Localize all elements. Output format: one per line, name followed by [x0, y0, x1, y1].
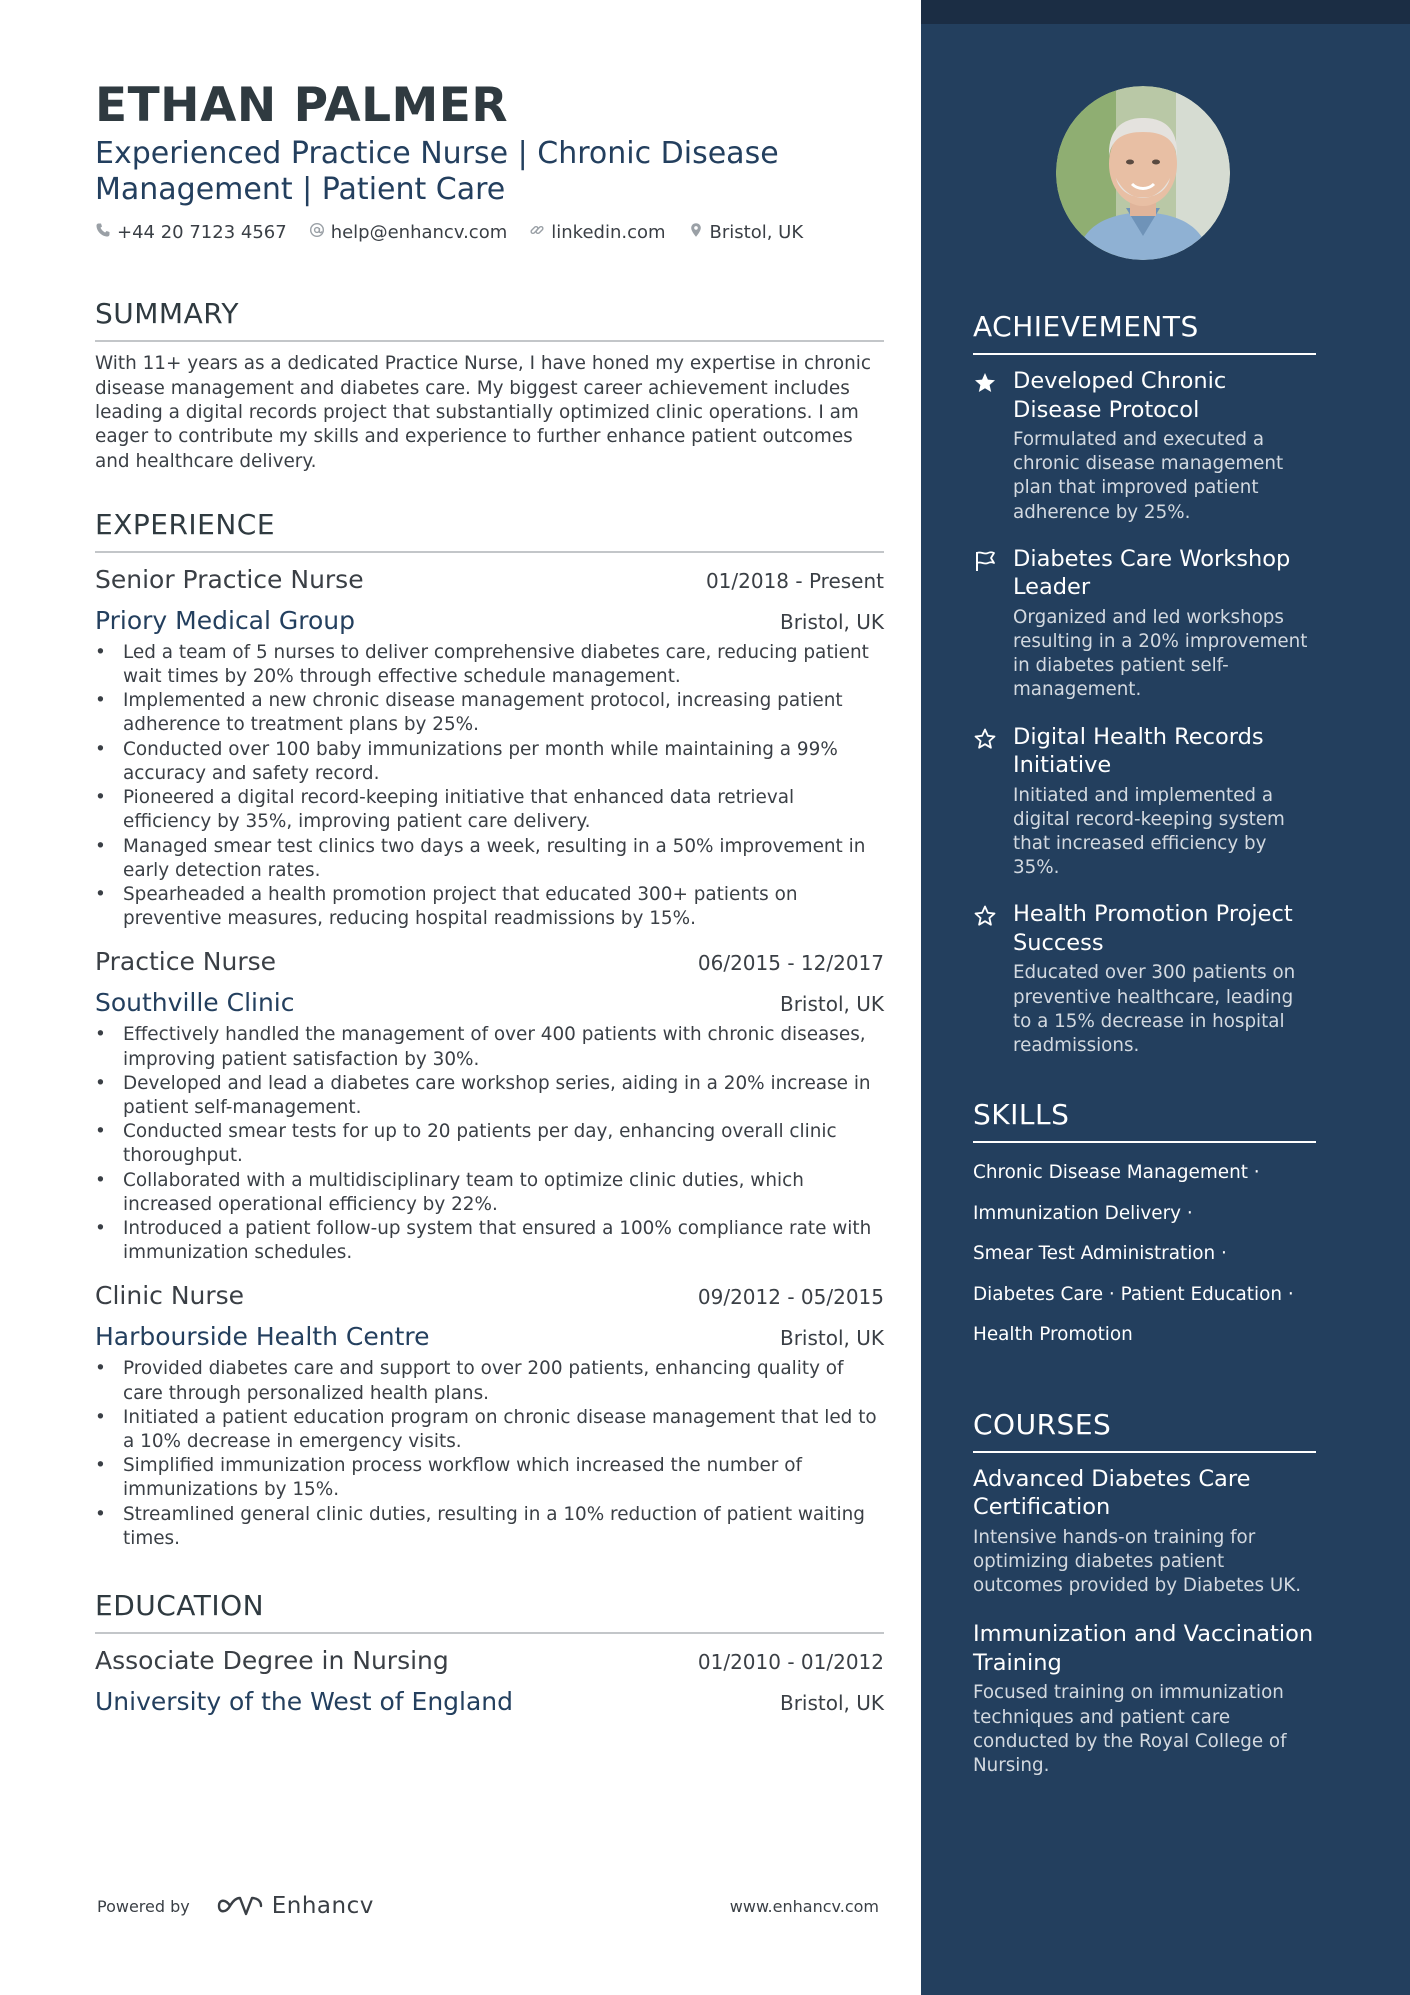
enhancv-logo-icon [216, 1893, 264, 1919]
powered-by-label: Powered by [97, 1896, 190, 1916]
email-text: help@enhancv.com [330, 222, 508, 244]
contact-linkedin[interactable] [529, 222, 665, 243]
achievements-heading: ACHIEVEMENTS [973, 310, 1316, 355]
summary-line: leading a digital records project that substantially optimized clinic operations. I am [95, 401, 859, 423]
course-item [973, 1620, 1316, 1778]
skills-list [973, 1153, 1316, 1356]
job-bullets [95, 1023, 884, 1265]
powered-by [97, 1893, 374, 1919]
summary-line: eager to contribute my skills and experience to further enhance patient outcomes [95, 426, 853, 448]
course-description: Intensive hands-on training for optimizing diabetes patient outcomes provided by Diabetes UK. [973, 1526, 1302, 1597]
education-dates: 01/2010 - 01/2012 [697, 1649, 884, 1674]
experience-entry [95, 1281, 884, 1551]
education-entry [95, 1646, 884, 1716]
summary-line: With 11+ years as a dedicated Practice Nurse, I have honed my expertise in chronic [95, 353, 872, 375]
footer-website[interactable]: www.enhancv.com [729, 1896, 879, 1916]
achievement-title: Digital Health Records Initiative [1013, 723, 1264, 779]
achievement-item [973, 367, 1316, 525]
education-location: Bristol, UK [779, 1690, 884, 1715]
degree-name: Associate Degree in Nursing [95, 1645, 449, 1675]
job-location: Bristol, UK [779, 992, 884, 1017]
bullet-item: • Initiated a patient education program on chronic disease management that led to a 10% decrease in emergency visits. [123, 1406, 884, 1454]
bullet-item: • Developed and lead a diabetes care workshop series, aiding in a 20% increase in patient self-management. [123, 1072, 884, 1120]
phone-text: +44 20 7123 4567 [117, 222, 287, 244]
bullet-item: • Managed smear test clinics two days a week, resulting in a 50% improvement in early detection rates. [123, 835, 884, 883]
skill-line: Immunization Delivery · [973, 1202, 1193, 1224]
school-name: University of the West of England [95, 1686, 514, 1716]
job-dates: 06/2015 - 12/2017 [697, 951, 884, 976]
company-name: Southville Clinic [95, 988, 295, 1018]
bullet-item: • Implemented a new chronic disease management protocol, increasing patient adherence to treatment plans by 25%. [123, 689, 884, 737]
job-dates: 09/2012 - 05/2015 [697, 1285, 884, 1310]
bullet-item: • Conducted over 100 baby immunizations per month while maintaining a 99% accuracy and safety record. [123, 738, 884, 786]
job-title: Senior Practice Nurse [95, 564, 364, 594]
contact-email[interactable] [309, 222, 508, 243]
headline-line: Management | Patient Care [95, 172, 506, 208]
phone-icon [95, 222, 111, 243]
skill-line: Diabetes Care · Patient Education · [973, 1283, 1294, 1305]
link-icon [529, 222, 545, 243]
enhancv-logo[interactable] [216, 1893, 374, 1919]
footer [97, 1893, 879, 1919]
education-heading: EDUCATION [95, 1589, 884, 1634]
experience-entry [95, 947, 884, 1265]
linkedin-text: linkedin.com [551, 222, 666, 244]
achievement-description: Formulated and executed a chronic disease management plan that improved patient adherence by 25%. [1013, 429, 1284, 523]
education-section [95, 1589, 884, 1716]
achievement-title: Health Promotion Project Success [1013, 901, 1293, 956]
star-outline-icon [973, 900, 1013, 1058]
summary-line: disease management and diabetes care. My biggest career achievement includes [95, 377, 850, 399]
sidebar [921, 0, 1410, 1995]
contact-bar [95, 222, 884, 243]
achievement-item [973, 723, 1316, 881]
course-item [973, 1465, 1316, 1599]
company-name: Harbourside Health Centre [95, 1322, 430, 1352]
headline-line: Experienced Practice Nurse | Chronic Disease [95, 136, 779, 172]
skills-heading: SKILLS [973, 1098, 1316, 1143]
bullet-item: • Spearheaded a health promotion project that educated 300+ patients on preventive measures, reducing hospital readmissions by 15%. [123, 883, 884, 931]
job-title: Clinic Nurse [95, 1281, 245, 1311]
enhancv-logo-text: Enhancv [271, 1893, 374, 1919]
bullet-item: • Streamlined general clinic duties, resulting in a 10% reduction of patient waiting times. [123, 1503, 884, 1551]
at-icon [309, 222, 325, 243]
achievement-item [973, 545, 1316, 703]
achievement-title: Developed Chronic Disease Protocol [1013, 368, 1227, 423]
bullet-item: • Collaborated with a multidisciplinary team to optimize clinic duties, which increased operational efficiency by 22%. [123, 1169, 884, 1217]
company-name: Priory Medical Group [95, 605, 356, 635]
summary-heading: SUMMARY [95, 297, 884, 342]
star-outline-icon [973, 723, 1013, 881]
course-title: Advanced Diabetes Care Certification [973, 1465, 1251, 1521]
experience-entry [95, 565, 884, 931]
sidebar-content [973, 310, 1316, 1778]
achievement-description: Organized and led workshops resulting in a 20% improvement in diabetes patient self- management. [1013, 606, 1308, 701]
bullet-item: • Conducted smear tests for up to 20 patients per day, enhancing overall clinic thoroughput. [123, 1120, 884, 1168]
bullet-item: • Led a team of 5 nurses to deliver comprehensive diabetes care, reducing patient wait times by 20% through effective schedule management. [123, 641, 884, 689]
headline [95, 136, 884, 208]
candidate-name: ETHAN PALMER [95, 78, 509, 133]
job-location: Bristol, UK [779, 1326, 884, 1351]
achievement-title: Diabetes Care Workshop Leader [1013, 545, 1291, 601]
summary-line: and healthcare delivery. [95, 450, 317, 472]
skill-line: Chronic Disease Management · [973, 1162, 1260, 1184]
skill-line: Health Promotion [973, 1324, 1133, 1346]
job-bullets [95, 641, 884, 931]
bullet-item: • Effectively handled the management of over 400 patients with chronic diseases, improving patient satisfaction by 30%. [123, 1023, 884, 1071]
courses-heading: COURSES [973, 1408, 1316, 1453]
location-text: Bristol, UK [709, 222, 804, 244]
summary-text [95, 352, 884, 473]
bullet-item: • Introduced a patient follow-up system that ensured a 100% compliance rate with immunization schedules. [123, 1217, 884, 1265]
course-title: Immunization and Vaccination Training [973, 1621, 1314, 1676]
summary-section [95, 297, 884, 473]
main-column [95, 78, 884, 1716]
achievement-description: Initiated and implemented a digital record-keeping system that increased efficiency by 35%. [1013, 784, 1285, 879]
job-bullets [95, 1357, 884, 1551]
flag-icon [973, 545, 1013, 703]
contact-phone[interactable] [95, 222, 287, 243]
achievement-description: Educated over 300 patients on preventive healthcare, leading to a 15% decrease in hospital readmissions. [1013, 962, 1296, 1057]
job-title: Practice Nurse [95, 947, 277, 977]
experience-section [95, 508, 884, 1551]
achievement-item [973, 900, 1316, 1058]
course-description: Focused training on immunization techniques and patient care conducted by the Royal College of Nursing. [973, 1682, 1287, 1776]
bullet-item: • Provided diabetes care and support to over 200 patients, enhancing quality of care through personalized health plans. [123, 1357, 884, 1405]
experience-heading: EXPERIENCE [95, 508, 884, 553]
job-dates: 01/2018 - Present [705, 568, 884, 593]
star-filled-icon [973, 367, 1013, 525]
skill-line: Smear Test Administration · [973, 1243, 1227, 1265]
sidebar-top-band [921, 0, 1410, 24]
profile-photo [1056, 86, 1230, 260]
bullet-item: • Simplified immunization process workflow which increased the number of immunizations by 15%. [123, 1454, 884, 1502]
job-location: Bristol, UK [779, 609, 884, 634]
bullet-item: • Pioneered a digital record-keeping initiative that enhanced data retrieval efficiency by 35%, improving patient care delivery. [123, 786, 884, 834]
contact-location [688, 222, 804, 243]
location-pin-icon [688, 222, 704, 243]
